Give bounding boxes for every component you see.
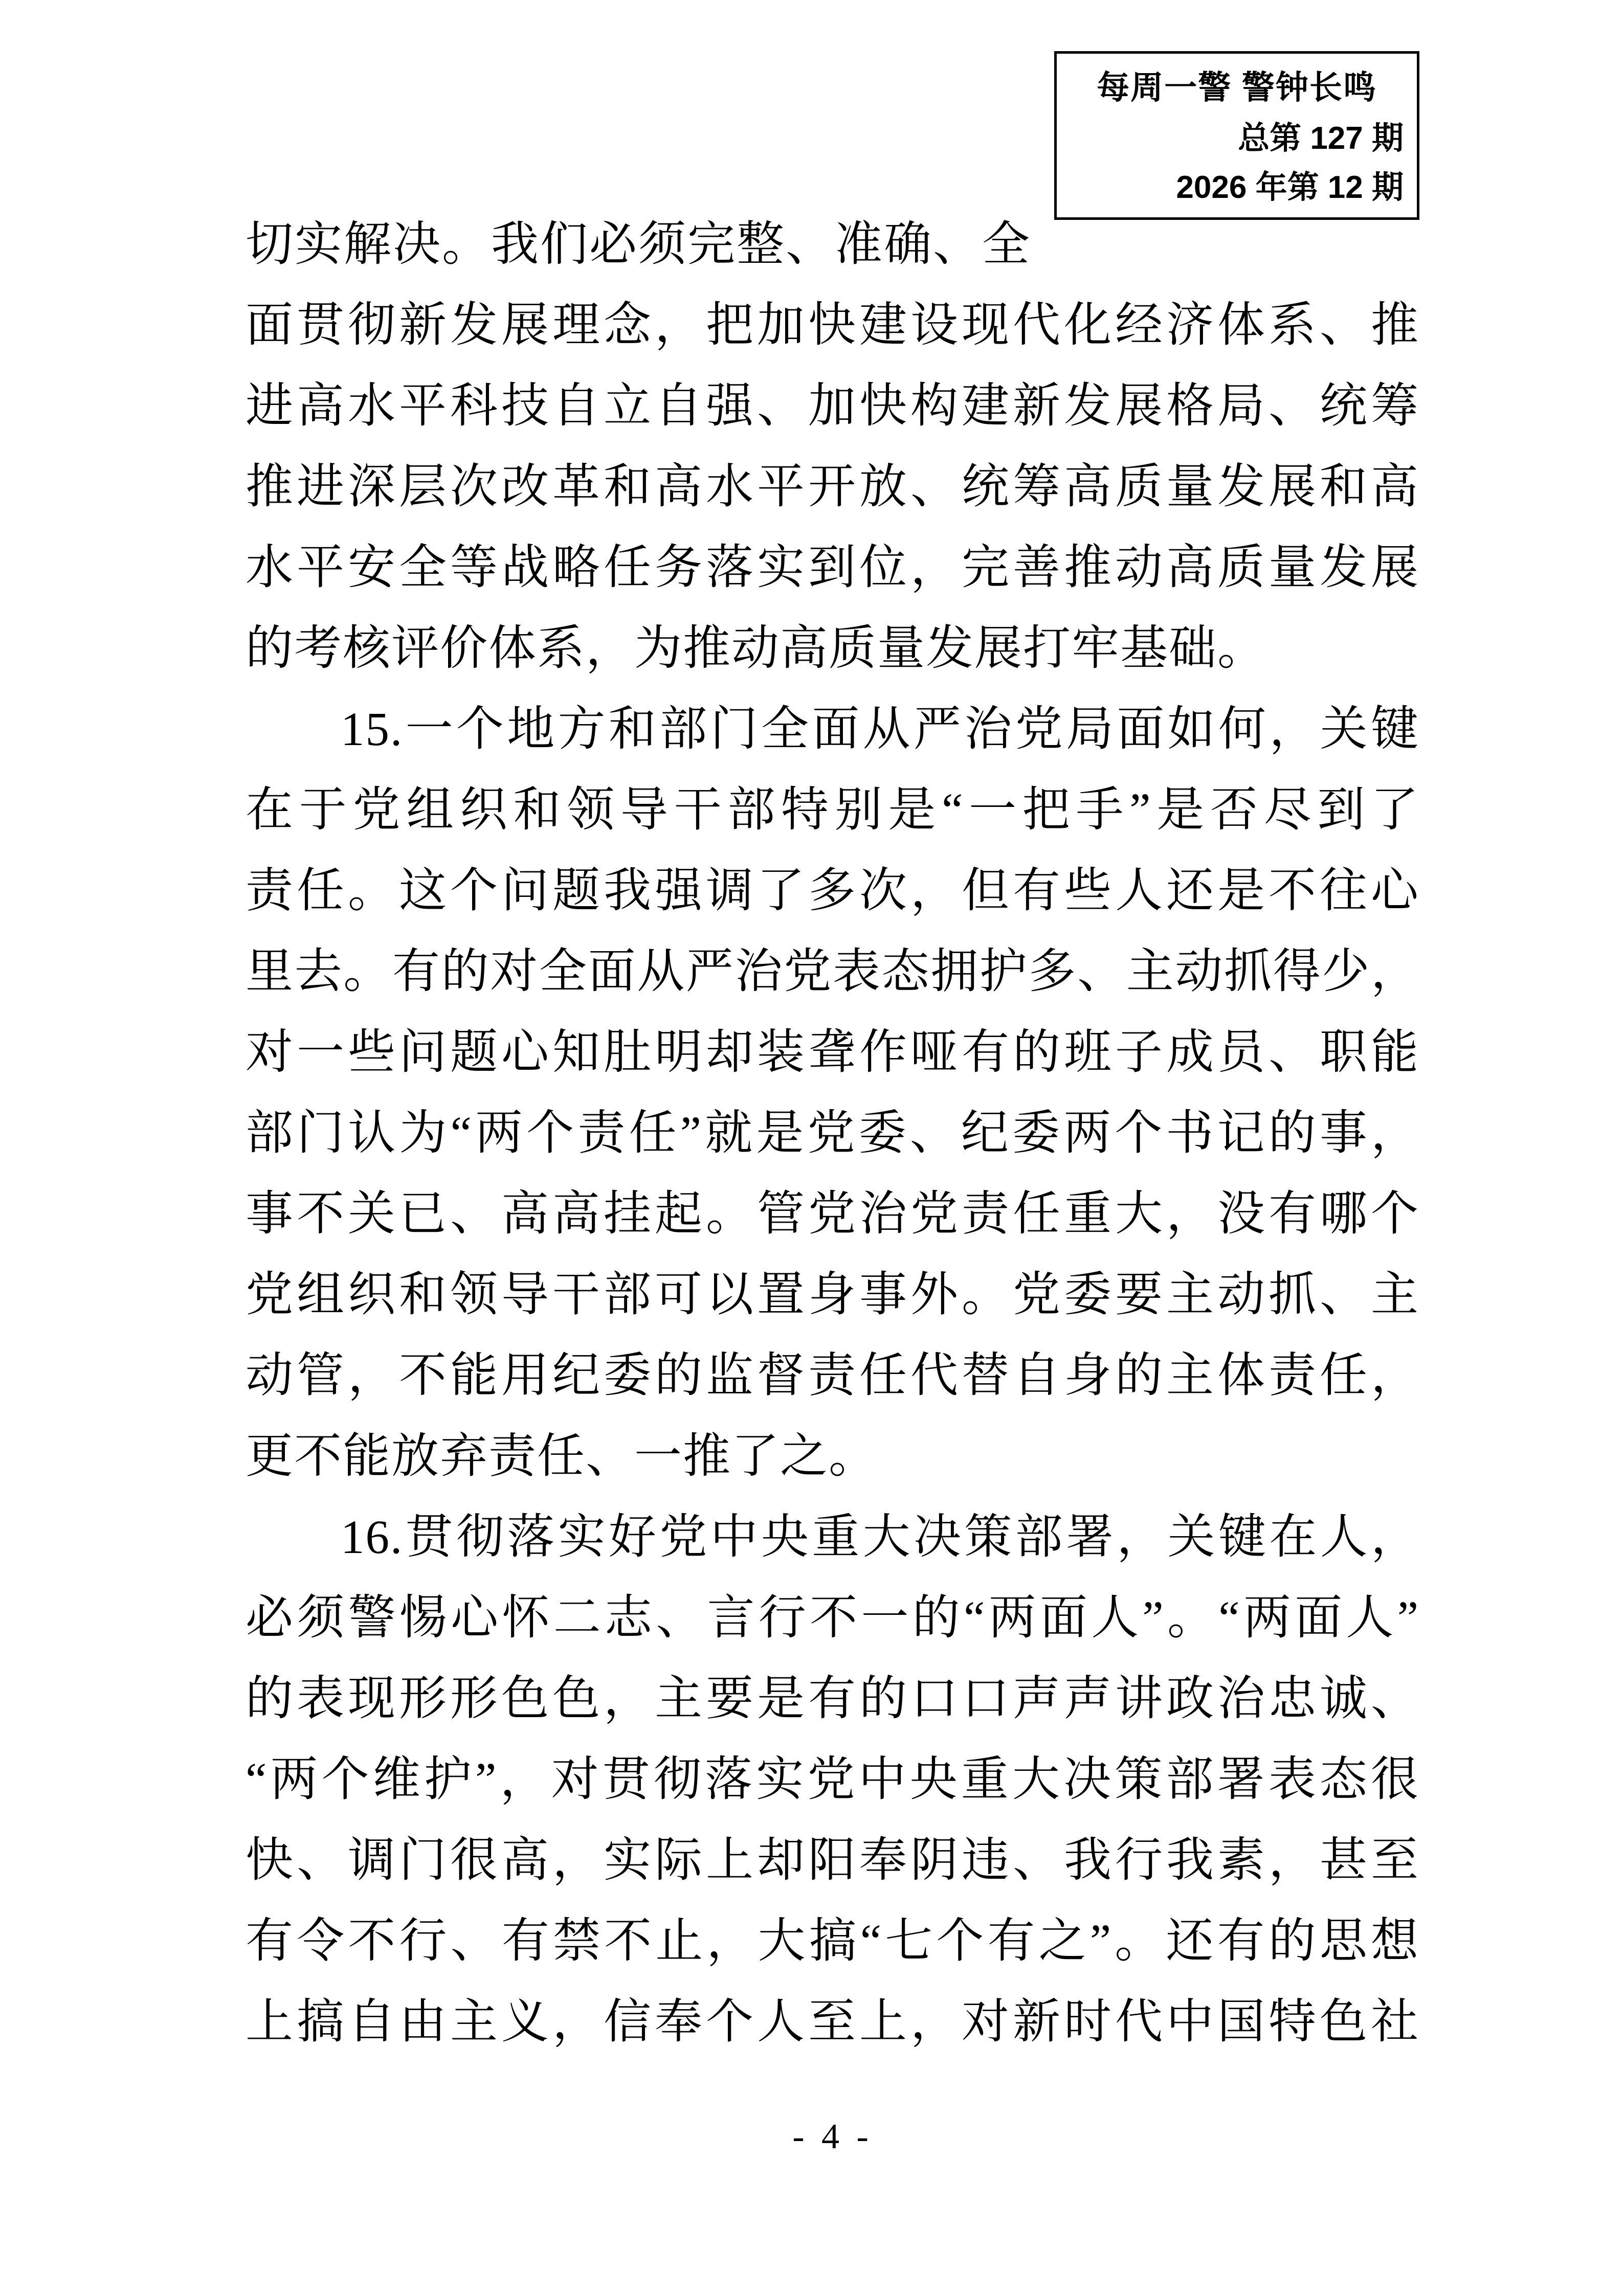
body-line: 的表现形形色色，主要是有的口口声声讲政治忠诚、	[246, 1673, 1419, 1725]
page-number: - 4 -	[792, 2117, 873, 2156]
body-line: 对一些问题心知肚明却装聋作哑有的班子成员、职能	[246, 1026, 1419, 1079]
paragraph	[246, 1497, 1419, 2063]
body-line: “两个维护”，对贯彻落实党中央重大决策部署表态很	[246, 1753, 1419, 1806]
body-line: 水平安全等战略任务落实到位，完善推动高质量发展	[246, 542, 1419, 594]
body-line: 15.一个地方和部门全面从严治党局面如何，关键	[341, 703, 1419, 756]
body-line: 党组织和领导干部可以置身事外。党委要主动抓、主	[246, 1269, 1419, 1321]
body-line: 面贯彻新发展理念，把加快建设现代化经济体系、推	[246, 299, 1419, 352]
issue-title: 每周一警 警钟长鸣	[1097, 69, 1377, 106]
body-line: 部门认为“两个责任”就是党委、纪委两个书记的事，	[246, 1107, 1419, 1160]
body-line: 进高水平科技自立自强、加快构建新发展格局、统筹	[246, 380, 1419, 433]
body-line: 有令不行、有禁不止，大搞“七个有之”。还有的思想	[246, 1915, 1419, 1968]
body-line: 上搞自由主义，信奉个人至上，对新时代中国特色社	[246, 1996, 1419, 2049]
body-line: 推进深层次改革和高水平开放、统筹高质量发展和高	[246, 461, 1419, 513]
body-line: 更不能放弃责任、一推了之。	[246, 1430, 877, 1483]
issue-total-number: 总第 127 期	[1238, 121, 1404, 156]
body-line: 动管，不能用纪委的监督责任代替自身的主体责任，	[246, 1349, 1419, 1402]
body-line: 切实解决。我们必须完整、准确、全	[246, 218, 1031, 271]
paragraph	[246, 689, 1419, 1497]
body-line: 事不关已、高高挂起。管党治党责任重大，没有哪个	[246, 1188, 1419, 1241]
body-line: 必须警惕心怀二志、言行不一的“两面人”。“两面人”	[246, 1592, 1419, 1645]
body-line: 快、调门很高，实际上却阳奉阴违、我行我素，甚至	[246, 1834, 1419, 1887]
body-line: 的考核评价体系，为推动高质量发展打牢基础。	[246, 622, 1266, 675]
body-line: 责任。这个问题我强调了多次，但有些人还是不往心	[246, 865, 1419, 917]
document-body	[246, 205, 1419, 2063]
body-line: 16.贯彻落实好党中央重大决策部署，关键在人，	[341, 1511, 1419, 1564]
issue-header-box	[1054, 51, 1419, 220]
paragraph	[246, 205, 1419, 689]
body-line: 在于党组织和领导干部特别是“一把手”是否尽到了	[246, 784, 1419, 837]
body-line: 里去。有的对全面从严治党表态拥护多、主动抓得少，	[246, 946, 1419, 998]
issue-year-number: 2026 年第 12 期	[1176, 170, 1404, 205]
